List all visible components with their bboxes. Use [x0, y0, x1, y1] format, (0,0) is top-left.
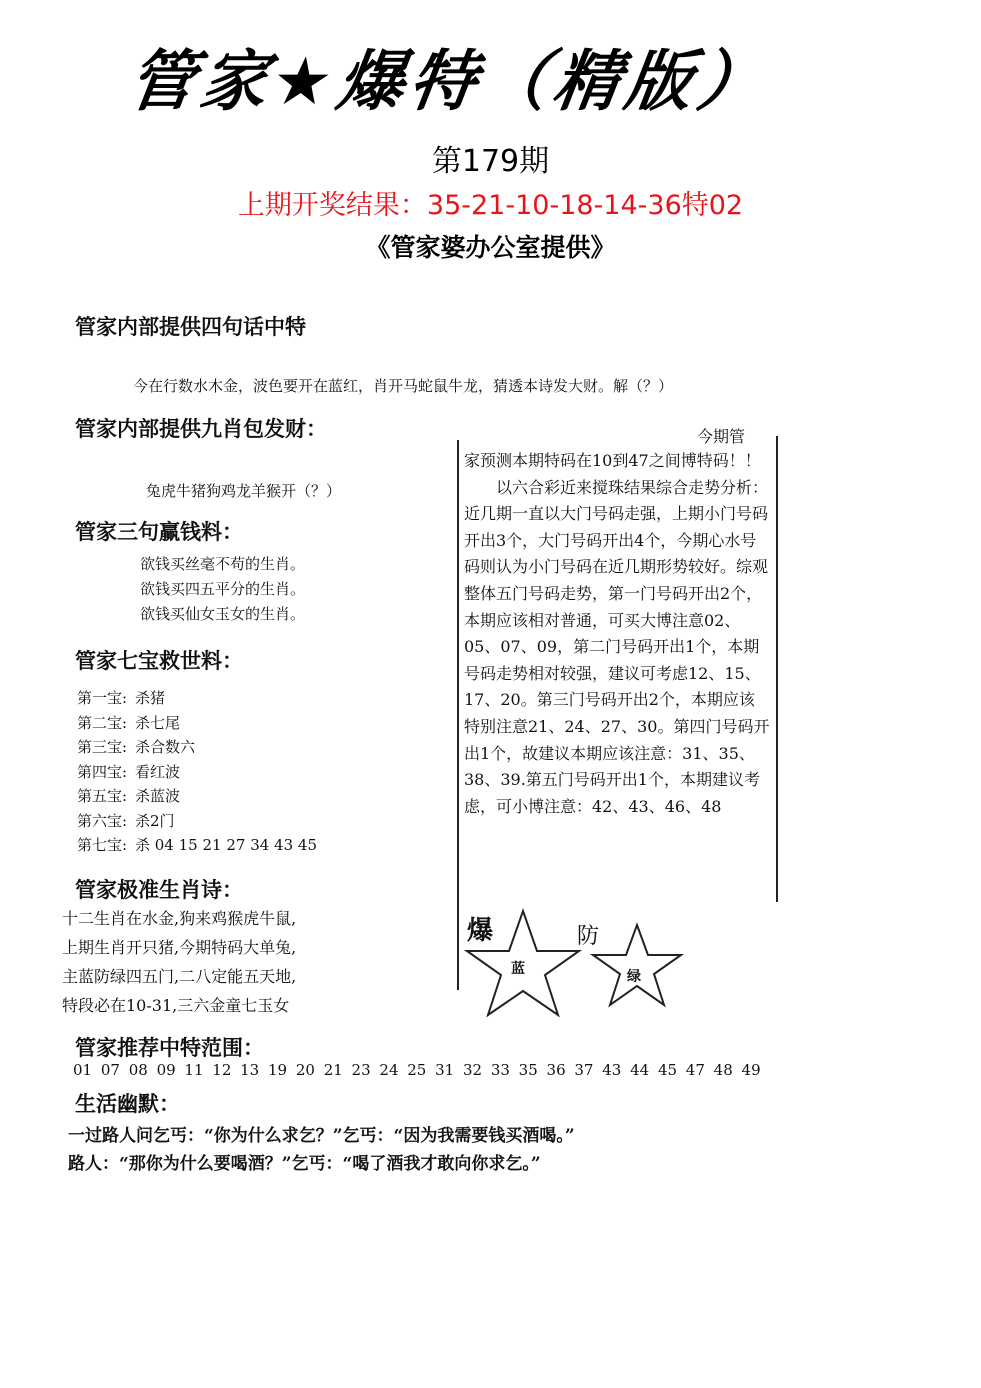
four-lines-text: 今在行数水木金，波色要开在蓝红，肖开马蛇鼠牛龙，猜透本诗发大财。解（？）	[133, 377, 674, 395]
treasure-label: 第一宝:	[77, 689, 128, 707]
analysis-paragraph: 以六合彩近来搅珠结果综合走势分析：近几期一直以大门号码走强，上期小门号码开出3个，大门号码开出4个，今期心水号码则认为小门号码在近几期形势较好。综观整体五门号码走势，第一门号码开出2个，本期应该相对普通，可买大博注意02、05、07、09，第二门号码开出1个，本期号码走势相对较强，建议可考虑12、15、17、20。第三门号码开出2个，本期应该特别注意21、24、27、30。第四门号码开出1个，故建议本期应该注意：31、35、38、39.第五门号码开出1个，本期建议考虑，可小博注意：42、43、46、48	[464, 477, 770, 816]
stars-graphic	[455, 905, 705, 1025]
poem-line: 主蓝防绿四五门,二八定能五天地,	[62, 967, 297, 986]
seven-treasures-heading: 管家七宝救世料：	[75, 648, 243, 673]
guard-star-icon	[593, 925, 681, 1005]
poem-line: 上期生肖开只猪,今期特码大单兔,	[62, 938, 297, 957]
humor-line: 一过路人问乞丐：“你为什么求乞？”乞丐：“因为我需要钱买酒喝。”	[68, 1126, 575, 1146]
three-lines-heading: 管家三句赢钱料：	[75, 519, 243, 544]
list-item	[77, 735, 317, 760]
list-item	[77, 809, 317, 834]
list-item	[77, 784, 317, 809]
page-title: 管家★爆特（精版）	[123, 43, 776, 120]
treasure-value: 杀七尾	[135, 713, 181, 732]
list-item	[77, 760, 317, 785]
explode-color: 蓝	[511, 961, 525, 977]
treasure-label: 第三宝:	[77, 738, 128, 756]
treasure-value: 看红波	[135, 762, 181, 781]
guard-label: 防	[577, 924, 600, 949]
three-lines-list	[140, 552, 305, 627]
provider-line: 《管家婆办公室提供》	[365, 233, 616, 262]
list-item	[77, 711, 317, 736]
treasure-label: 第六宝:	[77, 811, 128, 830]
poem-line: 十二生肖在水金,狗来鸡猴虎牛鼠,	[62, 909, 297, 928]
explode-label: 爆	[467, 916, 494, 946]
zodiac-poem-heading: 管家极准生肖诗：	[75, 877, 243, 902]
poem-line: 特段必在10-31,三六金童七玉女	[62, 996, 290, 1015]
analysis-text	[464, 448, 770, 820]
four-lines-heading: 管家内部提供四句话中特	[75, 314, 306, 339]
list-item: 欲钱买仙女玉女的生肖。	[140, 605, 306, 623]
zodiac-poem	[62, 904, 296, 1020]
treasure-value: 杀合数六	[135, 738, 196, 756]
treasure-value: 杀蓝波	[135, 787, 181, 805]
analysis-paragraph: 家预测本期特码在10到47之间博特码！！	[464, 451, 761, 470]
treasure-value: 杀 04 15 21 27 34 43 45	[135, 836, 317, 854]
treasure-value: 杀2门	[135, 811, 175, 830]
list-item	[77, 833, 317, 858]
box-border-right	[776, 436, 778, 902]
list-item: 欲钱买四五平分的生肖。	[140, 580, 306, 598]
list-item: 欲钱买丝毫不苟的生肖。	[140, 555, 306, 573]
treasure-label: 第二宝:	[77, 713, 128, 732]
treasure-value: 杀猪	[135, 689, 166, 707]
nine-zodiac-heading: 管家内部提供九肖包发财：	[75, 416, 327, 441]
nine-zodiac-text: 兔虎牛猪狗鸡龙羊猴开（？）	[146, 482, 342, 500]
seven-treasures-list	[77, 686, 317, 858]
humor-heading: 生活幽默：	[75, 1091, 180, 1116]
list-item	[77, 686, 317, 711]
treasure-label: 第五宝:	[77, 787, 128, 805]
humor-line: 路人：“那你为什么要喝酒？”乞丐：“喝了酒我才敢向你求乞。”	[68, 1154, 541, 1174]
treasure-label: 第四宝:	[77, 762, 128, 781]
analysis-head: 今期管	[697, 427, 746, 446]
treasure-label: 第七宝:	[77, 836, 128, 854]
issue-number: 第179期	[431, 144, 550, 179]
guard-color: 绿	[627, 969, 641, 985]
range-heading: 管家推荐中特范围：	[75, 1035, 264, 1060]
humor-text	[68, 1122, 575, 1178]
range-numbers: 01 07 08 09 11 12 13 19 20 21 23 24 25 31 32 33 35 36 37 43 44 45 47 48 49	[73, 1061, 761, 1079]
last-draw-result: 上期开奖结果：35-21-10-18-14-36特02	[237, 190, 744, 221]
